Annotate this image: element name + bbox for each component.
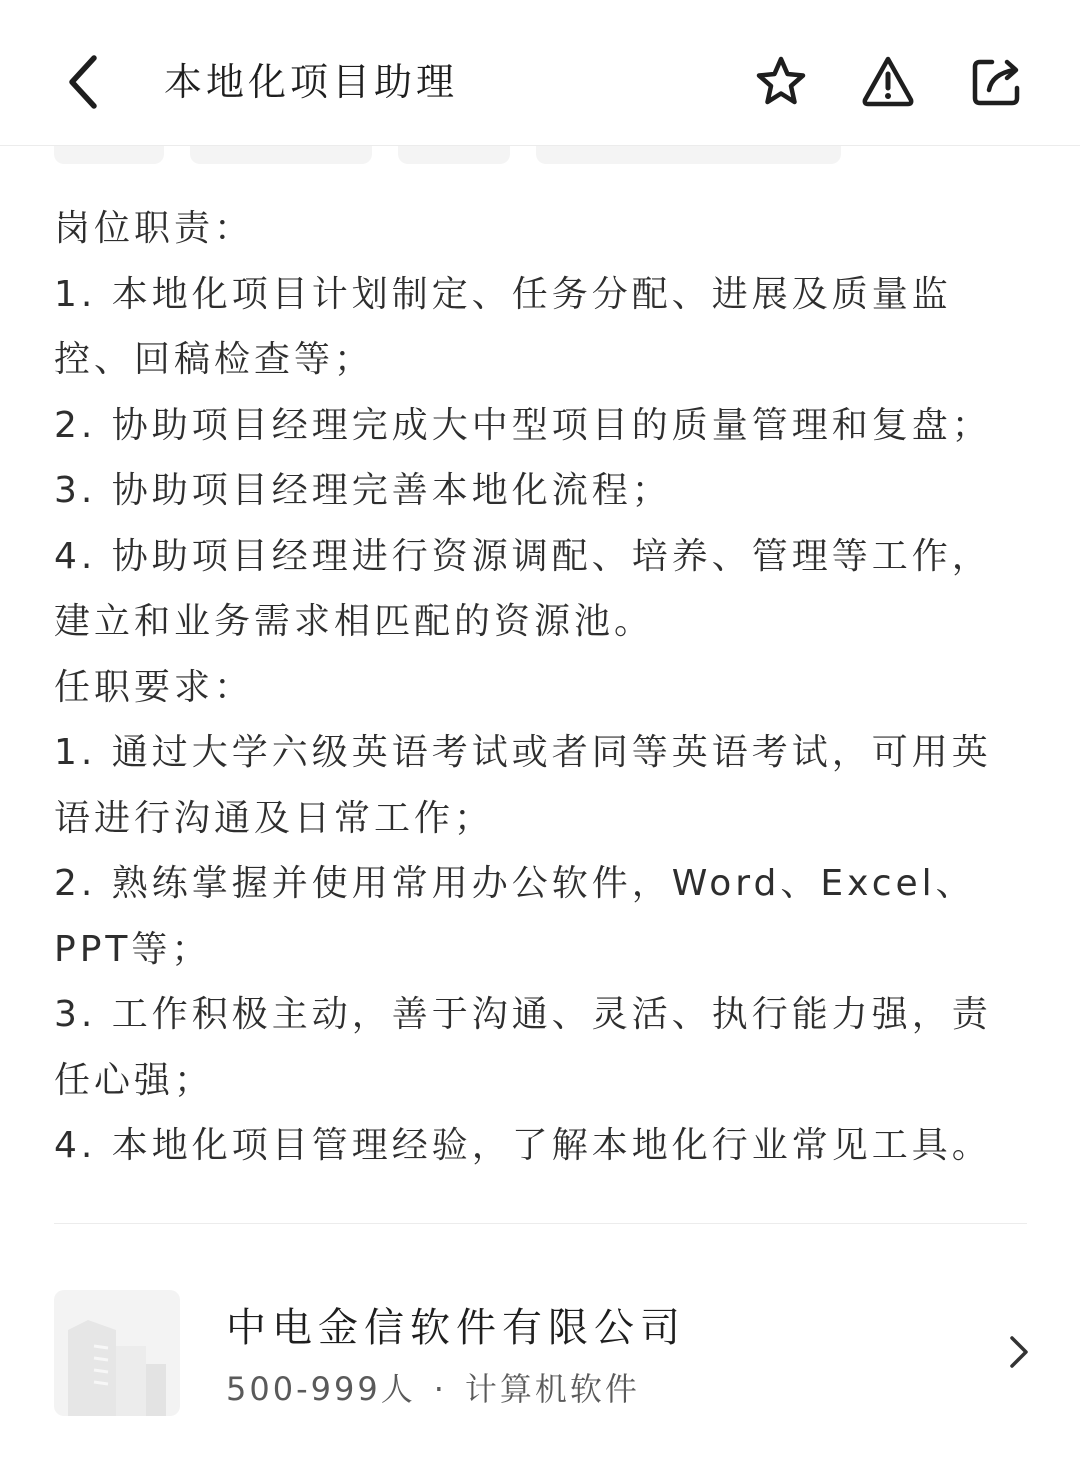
job-description [54,196,1029,1179]
tag-chip [190,146,372,164]
tag-chip [398,146,510,164]
section-divider [54,1223,1027,1224]
company-industry: 计算机软件 [464,1370,640,1408]
company-meta [226,1364,640,1410]
star-icon [751,52,811,112]
duties-heading: 岗位职责： [54,208,255,249]
back-button[interactable] [58,50,114,114]
top-app-bar [0,0,1080,146]
tag-chip [536,146,841,164]
share-button[interactable] [966,52,1026,112]
page-title: 本地化项目助理 [164,60,459,104]
meta-separator: · [433,1370,447,1408]
company-name: 中电金信软件有限公司 [226,1305,686,1351]
tag-chip [54,146,164,164]
share-icon [966,52,1026,112]
chevron-right-icon [1002,1332,1036,1372]
back-icon [58,50,114,114]
requirement-item: 4. 本地化项目管理经验，了解本地化行业常见工具。 [54,1125,992,1166]
requirement-item: 2. 熟练掌握并使用常用办公软件，Word、Excel、PPT等； [54,863,976,970]
duty-item: 3. 协助项目经理完善本地化流程； [54,470,672,511]
company-logo [54,1290,180,1416]
duty-item: 1. 本地化项目计划制定、任务分配、进展及质量监控、回稿检查等； [54,273,952,380]
favorite-button[interactable] [751,52,811,112]
requirements-heading: 任职要求： [54,666,255,708]
company-size: 500-999人 [226,1370,416,1408]
duty-item: 2. 协助项目经理完成大中型项目的质量管理和复盘； [54,404,992,446]
requirement-item: 3. 工作积极主动，善于沟通、灵活、执行能力强，责任心强； [54,994,992,1101]
report-button[interactable] [858,52,918,112]
company-card[interactable] [54,1288,1044,1418]
requirement-item: 1. 通过大学六级英语考试或者同等英语考试，可用英语进行沟通及日常工作； [54,732,992,839]
duty-item: 4. 协助项目经理进行资源调配、培养、管理等工作，建立和业务需求相匹配的资源池。 [54,535,992,642]
report-icon [858,52,918,112]
building-icon [54,1290,180,1416]
